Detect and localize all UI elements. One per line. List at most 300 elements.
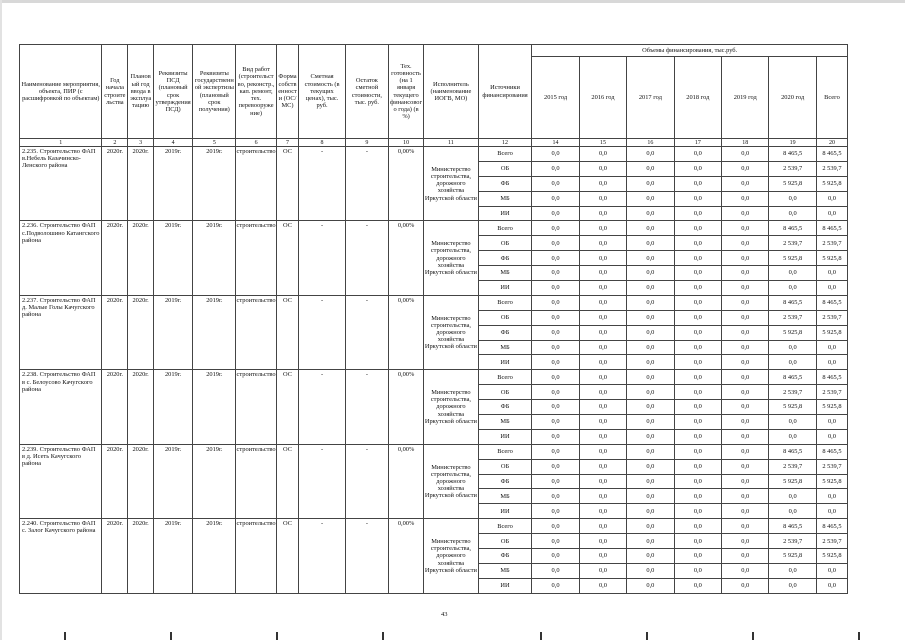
- ownership-cell: ОС: [276, 444, 299, 518]
- value-cell: 0,0: [722, 549, 769, 564]
- commission-year-cell: 2020г.: [128, 370, 154, 444]
- value-cell: 0,0: [674, 459, 721, 474]
- header-funding-group: Объемы финансирования, тыс.руб.: [532, 45, 848, 57]
- value-cell: 0,0: [532, 489, 579, 504]
- value-cell: 0,0: [674, 563, 721, 578]
- column-number-cell: 10: [389, 139, 424, 147]
- remaining-cost-cell: -: [345, 370, 388, 444]
- executor-cell: Министерство строительства, дорожного хозяйства Иркутской области: [424, 519, 479, 593]
- ownership-cell: ОС: [276, 295, 299, 369]
- ownership-cell: ОС: [276, 147, 299, 221]
- value-cell: 0,0: [674, 385, 721, 400]
- value-cell: 0,0: [769, 489, 816, 504]
- value-cell: 0,0: [627, 221, 674, 236]
- value-cell: 0,0: [769, 504, 816, 519]
- value-cell: 0,0: [579, 176, 626, 191]
- header-psd-details: Реквизиты ПСД (плановый срок утверждения ПСД): [154, 45, 193, 139]
- expertise-year-cell: 2019г.: [193, 221, 236, 295]
- value-cell: 0,0: [722, 504, 769, 519]
- value-cell: 0,0: [579, 161, 626, 176]
- value-cell: 2 539,7: [769, 161, 816, 176]
- value-cell: 0,0: [816, 206, 847, 221]
- source-cell: Всего: [478, 221, 532, 236]
- value-cell: 0,0: [532, 281, 579, 296]
- value-cell: 0,0: [674, 191, 721, 206]
- value-cell: 0,0: [579, 534, 626, 549]
- value-cell: 0,0: [674, 176, 721, 191]
- value-cell: 0,0: [532, 519, 579, 534]
- value-cell: 0,0: [579, 251, 626, 266]
- value-cell: 8 465,5: [816, 147, 847, 162]
- value-cell: 2 539,7: [769, 310, 816, 325]
- value-cell: 0,0: [532, 221, 579, 236]
- remaining-cost-cell: -: [345, 519, 388, 593]
- readiness-cell: 0,00%: [389, 295, 424, 369]
- readiness-cell: 0,00%: [389, 221, 424, 295]
- source-cell: ФБ: [478, 251, 532, 266]
- value-cell: 0,0: [722, 191, 769, 206]
- value-cell: 0,0: [579, 549, 626, 564]
- value-cell: 0,0: [722, 325, 769, 340]
- value-cell: 0,0: [769, 340, 816, 355]
- source-cell: МБ: [478, 489, 532, 504]
- value-cell: 0,0: [816, 191, 847, 206]
- value-cell: 0,0: [769, 415, 816, 430]
- funding-table: [19, 44, 848, 594]
- value-cell: 0,0: [579, 370, 626, 385]
- work-type-cell: строительство: [236, 370, 276, 444]
- value-cell: 0,0: [532, 251, 579, 266]
- value-cell: 0,0: [532, 310, 579, 325]
- start-year-cell: 2020г.: [102, 444, 128, 518]
- value-cell: 8 465,5: [769, 295, 816, 310]
- value-cell: 0,0: [579, 281, 626, 296]
- value-cell: 0,0: [674, 147, 721, 162]
- expertise-year-cell: 2019г.: [193, 370, 236, 444]
- value-cell: 0,0: [627, 310, 674, 325]
- value-cell: 5 925,8: [816, 176, 847, 191]
- value-cell: 0,0: [579, 504, 626, 519]
- value-cell: 0,0: [627, 429, 674, 444]
- value-cell: 0,0: [722, 370, 769, 385]
- value-cell: 0,0: [627, 251, 674, 266]
- header-readiness: Тех. готовность (на 1 января текущего финансового года) (в %): [389, 45, 424, 139]
- source-cell: ФБ: [478, 176, 532, 191]
- value-cell: 0,0: [816, 266, 847, 281]
- column-number-cell: 8: [299, 139, 345, 147]
- column-number-cell: 16: [627, 139, 674, 147]
- value-cell: 0,0: [532, 370, 579, 385]
- value-cell: 2 539,7: [769, 459, 816, 474]
- value-cell: 0,0: [769, 563, 816, 578]
- start-year-cell: 2020г.: [102, 221, 128, 295]
- table-row: [20, 221, 848, 236]
- commission-year-cell: 2020г.: [128, 221, 154, 295]
- value-cell: 0,0: [627, 415, 674, 430]
- value-cell: 0,0: [579, 355, 626, 370]
- value-cell: 0,0: [532, 578, 579, 593]
- header-total: Всего: [816, 57, 847, 139]
- value-cell: 5 925,8: [769, 549, 816, 564]
- source-cell: ФБ: [478, 325, 532, 340]
- value-cell: 0,0: [579, 310, 626, 325]
- column-number-cell: 19: [769, 139, 816, 147]
- source-cell: Всего: [478, 370, 532, 385]
- value-cell: 0,0: [722, 266, 769, 281]
- value-cell: 0,0: [579, 578, 626, 593]
- source-cell: Всего: [478, 519, 532, 534]
- value-cell: 2 539,7: [816, 236, 847, 251]
- column-number-cell: 20: [816, 139, 847, 147]
- value-cell: 0,0: [769, 281, 816, 296]
- work-type-cell: строительство: [236, 519, 276, 593]
- source-cell: ИИ: [478, 281, 532, 296]
- work-type-cell: строительство: [236, 295, 276, 369]
- readiness-cell: 0,00%: [389, 519, 424, 593]
- value-cell: 0,0: [579, 444, 626, 459]
- psd-year-cell: 2019г.: [154, 370, 193, 444]
- column-number-cell: 12: [478, 139, 532, 147]
- value-cell: 0,0: [674, 444, 721, 459]
- source-cell: ФБ: [478, 549, 532, 564]
- executor-cell: Министерство строительства, дорожного хозяйства Иркутской области: [424, 221, 479, 295]
- value-cell: 0,0: [674, 415, 721, 430]
- value-cell: 0,0: [627, 504, 674, 519]
- value-cell: 0,0: [627, 281, 674, 296]
- table-row: [20, 295, 848, 310]
- executor-cell: Министерство строительства, дорожного хозяйства Иркутской области: [424, 295, 479, 369]
- column-number-cell: 4: [154, 139, 193, 147]
- value-cell: 0,0: [532, 415, 579, 430]
- value-cell: 0,0: [674, 549, 721, 564]
- value-cell: 0,0: [674, 281, 721, 296]
- value-cell: 0,0: [674, 325, 721, 340]
- psd-year-cell: 2019г.: [154, 444, 193, 518]
- value-cell: 0,0: [769, 429, 816, 444]
- readiness-cell: 0,00%: [389, 370, 424, 444]
- source-cell: Всего: [478, 444, 532, 459]
- value-cell: 5 925,8: [816, 325, 847, 340]
- value-cell: 8 465,5: [769, 444, 816, 459]
- value-cell: 5 925,8: [769, 325, 816, 340]
- value-cell: 0,0: [674, 340, 721, 355]
- value-cell: 0,0: [816, 504, 847, 519]
- value-cell: 0,0: [579, 563, 626, 578]
- start-year-cell: 2020г.: [102, 147, 128, 221]
- value-cell: 0,0: [722, 236, 769, 251]
- source-cell: ИИ: [478, 504, 532, 519]
- value-cell: 0,0: [579, 206, 626, 221]
- start-year-cell: 2020г.: [102, 370, 128, 444]
- column-number-cell: 15: [579, 139, 626, 147]
- value-cell: 0,0: [816, 578, 847, 593]
- table-row: [20, 147, 848, 162]
- source-cell: МБ: [478, 340, 532, 355]
- value-cell: 0,0: [579, 489, 626, 504]
- header-year-2016: 2016 год: [579, 57, 626, 139]
- value-cell: 0,0: [532, 549, 579, 564]
- value-cell: 0,0: [722, 281, 769, 296]
- value-cell: 0,0: [627, 563, 674, 578]
- value-cell: 0,0: [674, 429, 721, 444]
- object-name-cell: 2.239. Строительство ФАП в д. Исеть Качугского района: [20, 444, 102, 518]
- value-cell: 0,0: [627, 474, 674, 489]
- header-year-2020: 2020 год: [769, 57, 816, 139]
- value-cell: 0,0: [769, 206, 816, 221]
- value-cell: 0,0: [579, 191, 626, 206]
- source-cell: МБ: [478, 415, 532, 430]
- column-number-cell: 3: [128, 139, 154, 147]
- source-cell: МБ: [478, 266, 532, 281]
- value-cell: 0,0: [816, 415, 847, 430]
- value-cell: 0,0: [627, 489, 674, 504]
- source-cell: ОБ: [478, 161, 532, 176]
- value-cell: 0,0: [674, 474, 721, 489]
- value-cell: 0,0: [627, 191, 674, 206]
- value-cell: 0,0: [579, 459, 626, 474]
- value-cell: 0,0: [627, 161, 674, 176]
- value-cell: 0,0: [722, 176, 769, 191]
- header-sources: Источники финансирования: [478, 45, 532, 139]
- value-cell: 2 539,7: [816, 459, 847, 474]
- estimate-cost-cell: -: [299, 370, 345, 444]
- value-cell: 0,0: [532, 385, 579, 400]
- value-cell: 0,0: [532, 429, 579, 444]
- value-cell: 2 539,7: [769, 534, 816, 549]
- value-cell: 0,0: [627, 295, 674, 310]
- ownership-cell: ОС: [276, 519, 299, 593]
- executor-cell: Министерство строительства, дорожного хозяйства Иркутской области: [424, 147, 479, 221]
- value-cell: 0,0: [674, 355, 721, 370]
- estimate-cost-cell: -: [299, 221, 345, 295]
- source-cell: ОБ: [478, 310, 532, 325]
- work-type-cell: строительство: [236, 444, 276, 518]
- value-cell: 0,0: [532, 474, 579, 489]
- header-name: Наименование мероприятия, объекта, ПИР (с расшифровкой по объектам): [20, 45, 102, 139]
- value-cell: 0,0: [627, 236, 674, 251]
- commission-year-cell: 2020г.: [128, 295, 154, 369]
- work-type-cell: строительство: [236, 221, 276, 295]
- value-cell: 0,0: [722, 221, 769, 236]
- value-cell: 0,0: [532, 236, 579, 251]
- value-cell: 0,0: [579, 385, 626, 400]
- value-cell: 0,0: [722, 385, 769, 400]
- source-cell: ОБ: [478, 385, 532, 400]
- value-cell: 0,0: [627, 549, 674, 564]
- value-cell: 0,0: [769, 191, 816, 206]
- value-cell: 0,0: [722, 340, 769, 355]
- header-start-year: Год начала строительства: [102, 45, 128, 139]
- value-cell: 5 925,8: [769, 176, 816, 191]
- value-cell: 0,0: [627, 459, 674, 474]
- start-year-cell: 2020г.: [102, 519, 128, 593]
- value-cell: 0,0: [722, 415, 769, 430]
- value-cell: 0,0: [579, 295, 626, 310]
- value-cell: 0,0: [816, 563, 847, 578]
- value-cell: 0,0: [722, 310, 769, 325]
- source-cell: ОБ: [478, 459, 532, 474]
- value-cell: 0,0: [579, 340, 626, 355]
- source-cell: ОБ: [478, 236, 532, 251]
- column-number-cell: 5: [193, 139, 236, 147]
- source-cell: ОБ: [478, 534, 532, 549]
- readiness-cell: 0,00%: [389, 444, 424, 518]
- value-cell: 0,0: [579, 400, 626, 415]
- object-name-cell: 2.236. Строительство ФАП с.Подволошино Катангского района: [20, 221, 102, 295]
- value-cell: 0,0: [579, 266, 626, 281]
- column-number-cell: 1: [20, 139, 102, 147]
- value-cell: 0,0: [579, 221, 626, 236]
- estimate-cost-cell: -: [299, 444, 345, 518]
- value-cell: 0,0: [722, 534, 769, 549]
- expertise-year-cell: 2019г.: [193, 444, 236, 518]
- table-row: [20, 370, 848, 385]
- scan-top-edge: [0, 0, 905, 3]
- value-cell: 8 465,5: [816, 519, 847, 534]
- value-cell: 0,0: [722, 295, 769, 310]
- commission-year-cell: 2020г.: [128, 444, 154, 518]
- table-row: [20, 444, 848, 459]
- value-cell: 8 465,5: [769, 147, 816, 162]
- column-number-cell: 7: [276, 139, 299, 147]
- work-type-cell: строительство: [236, 147, 276, 221]
- executor-cell: Министерство строительства, дорожного хозяйства Иркутской области: [424, 370, 479, 444]
- value-cell: 0,0: [816, 281, 847, 296]
- value-cell: 0,0: [627, 578, 674, 593]
- value-cell: 5 925,8: [769, 251, 816, 266]
- value-cell: 0,0: [674, 578, 721, 593]
- header-year-2018: 2018 год: [674, 57, 721, 139]
- value-cell: 0,0: [579, 147, 626, 162]
- value-cell: 0,0: [532, 295, 579, 310]
- column-number-cell: 11: [424, 139, 479, 147]
- value-cell: 0,0: [627, 266, 674, 281]
- value-cell: 0,0: [627, 147, 674, 162]
- value-cell: 0,0: [722, 161, 769, 176]
- header-commission-year: Плановый год ввода в эксплуатацию: [128, 45, 154, 139]
- value-cell: 0,0: [579, 429, 626, 444]
- value-cell: 0,0: [674, 251, 721, 266]
- value-cell: 0,0: [674, 206, 721, 221]
- scan-left-edge: [0, 0, 2, 640]
- value-cell: 0,0: [722, 429, 769, 444]
- column-number-row: [20, 139, 848, 147]
- value-cell: 0,0: [627, 370, 674, 385]
- value-cell: 0,0: [674, 266, 721, 281]
- value-cell: 0,0: [816, 489, 847, 504]
- object-name-cell: 2.238. Строительство ФАП в с. Белоусово Качугского района: [20, 370, 102, 444]
- value-cell: 0,0: [532, 534, 579, 549]
- value-cell: 0,0: [532, 325, 579, 340]
- value-cell: 8 465,5: [816, 295, 847, 310]
- header-work-type: Вид работ (строительство, реконстр., кап. ремонт, тех. перевооружение): [236, 45, 276, 139]
- object-name-cell: 2.240. Строительство ФАП с. Залог Качугского района: [20, 519, 102, 593]
- value-cell: 0,0: [722, 444, 769, 459]
- value-cell: 0,0: [627, 519, 674, 534]
- remaining-cost-cell: -: [345, 221, 388, 295]
- header-remaining-cost: Остаток сметной стоимости, тыс. руб.: [345, 45, 388, 139]
- column-number-cell: 6: [236, 139, 276, 147]
- value-cell: 5 925,8: [769, 474, 816, 489]
- value-cell: 0,0: [674, 310, 721, 325]
- header-estimate-cost: Сметная стоимость (в текущих ценах), тыс. руб.: [299, 45, 345, 139]
- value-cell: 2 539,7: [816, 161, 847, 176]
- source-cell: ФБ: [478, 400, 532, 415]
- value-cell: 0,0: [532, 504, 579, 519]
- value-cell: 0,0: [627, 534, 674, 549]
- column-number-cell: 17: [674, 139, 721, 147]
- value-cell: 0,0: [579, 474, 626, 489]
- value-cell: 0,0: [674, 504, 721, 519]
- source-cell: ИИ: [478, 355, 532, 370]
- header-year-2015: 2015 год: [532, 57, 579, 139]
- commission-year-cell: 2020г.: [128, 519, 154, 593]
- scan-bottom-marks: [0, 632, 905, 640]
- value-cell: 0,0: [722, 147, 769, 162]
- value-cell: 0,0: [627, 340, 674, 355]
- header-executor: Исполнитель (наименование ИОГВ, МО): [424, 45, 479, 139]
- value-cell: 5 925,8: [816, 474, 847, 489]
- estimate-cost-cell: -: [299, 295, 345, 369]
- value-cell: 0,0: [532, 176, 579, 191]
- value-cell: 0,0: [722, 474, 769, 489]
- value-cell: 0,0: [532, 459, 579, 474]
- value-cell: 0,0: [532, 147, 579, 162]
- value-cell: 0,0: [532, 444, 579, 459]
- psd-year-cell: 2019г.: [154, 295, 193, 369]
- header-year-2019: 2019 год: [722, 57, 769, 139]
- source-cell: ФБ: [478, 474, 532, 489]
- source-cell: МБ: [478, 563, 532, 578]
- expertise-year-cell: 2019г.: [193, 519, 236, 593]
- value-cell: 0,0: [769, 266, 816, 281]
- value-cell: 2 539,7: [816, 385, 847, 400]
- value-cell: 0,0: [816, 355, 847, 370]
- object-name-cell: 2.237. Строительство ФАП д. Малые Голы Качугского района: [20, 295, 102, 369]
- source-cell: ИИ: [478, 429, 532, 444]
- estimate-cost-cell: -: [299, 519, 345, 593]
- ownership-cell: ОС: [276, 370, 299, 444]
- value-cell: 0,0: [627, 325, 674, 340]
- value-cell: 0,0: [722, 459, 769, 474]
- source-cell: Всего: [478, 147, 532, 162]
- value-cell: 0,0: [627, 400, 674, 415]
- executor-cell: Министерство строительства, дорожного хозяйства Иркутской области: [424, 444, 479, 518]
- table-row: [20, 519, 848, 534]
- value-cell: 0,0: [532, 563, 579, 578]
- column-number-cell: 2: [102, 139, 128, 147]
- psd-year-cell: 2019г.: [154, 221, 193, 295]
- value-cell: 0,0: [627, 444, 674, 459]
- value-cell: 0,0: [579, 519, 626, 534]
- value-cell: 0,0: [722, 489, 769, 504]
- table-body: [20, 147, 848, 594]
- value-cell: 0,0: [674, 489, 721, 504]
- source-cell: Всего: [478, 295, 532, 310]
- value-cell: 0,0: [769, 355, 816, 370]
- estimate-cost-cell: -: [299, 147, 345, 221]
- page-number: 43: [441, 611, 448, 618]
- value-cell: 0,0: [674, 519, 721, 534]
- ownership-cell: ОС: [276, 221, 299, 295]
- object-name-cell: 2.235. Строительство ФАП в.Небель Казачинско-Ленского района: [20, 147, 102, 221]
- readiness-cell: 0,00%: [389, 147, 424, 221]
- value-cell: 0,0: [627, 206, 674, 221]
- psd-year-cell: 2019г.: [154, 147, 193, 221]
- value-cell: 8 465,5: [769, 221, 816, 236]
- header-ownership: Форма собственности (ОС/МС): [276, 45, 299, 139]
- value-cell: 5 925,8: [816, 400, 847, 415]
